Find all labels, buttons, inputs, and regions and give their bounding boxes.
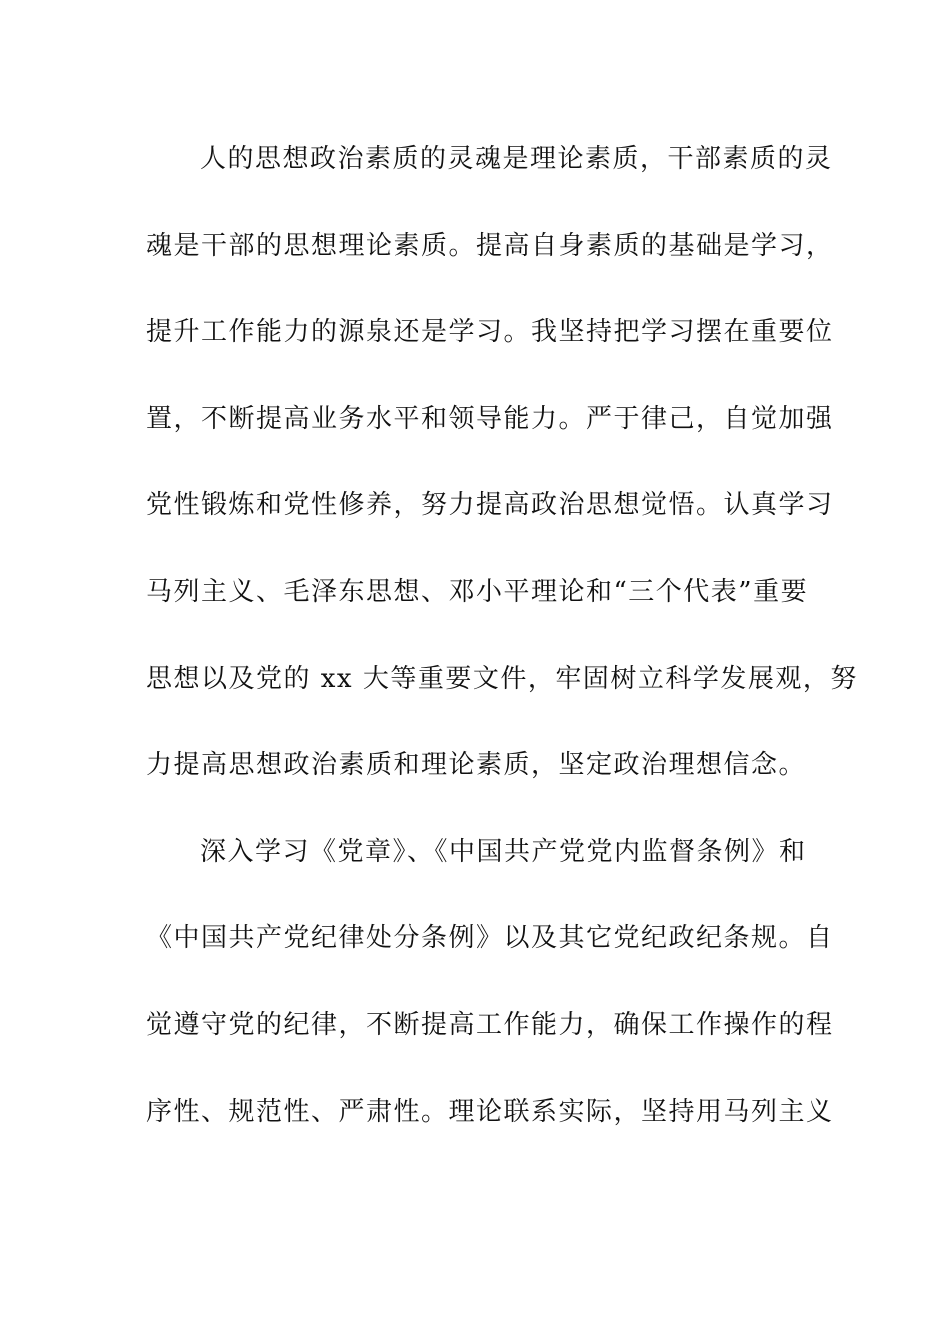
paragraph-2 <box>146 827 834 1173</box>
paragraph-line: 深入学习《党章》、《中国共产党党内监督条例》和 <box>200 836 807 867</box>
paragraph-1 <box>146 134 858 827</box>
document-body <box>146 134 858 1173</box>
paragraph-line: 马列主义、毛泽东思想、邓小平理论和“三个代表”重要 <box>146 576 809 607</box>
paragraph-line: 力提高思想政治素质和理论素质，坚定政治理想信念。 <box>146 750 807 781</box>
paragraph-line: 序性、规范性、严肃性。理论联系实际，坚持用马列主义 <box>146 1096 834 1127</box>
paragraph-line: 觉遵守党的纪律，不断提高工作能力，确保工作操作的程 <box>146 1009 834 1040</box>
paragraph-line: 魂是干部的思想理论素质。提高自身素质的基础是学习， <box>146 230 834 261</box>
paragraph-line: 思想以及党的 xx 大等重要文件，牢固树立科学发展观，努 <box>146 663 858 694</box>
paragraph-line: 《中国共产党纪律处分条例》以及其它党纪政纪条规。自 <box>146 923 834 954</box>
paragraph-line: 党性锻炼和党性修养，努力提高政治思想觉悟。认真学习 <box>146 490 834 521</box>
paragraph-line: 人的思想政治素质的灵魂是理论素质，干部素质的灵 <box>200 144 833 174</box>
paragraph-line: 提升工作能力的源泉还是学习。我坚持把学习摆在重要位 <box>146 317 834 348</box>
paragraph-line: 置，不断提高业务水平和领导能力。严于律己，自觉加强 <box>146 403 834 434</box>
